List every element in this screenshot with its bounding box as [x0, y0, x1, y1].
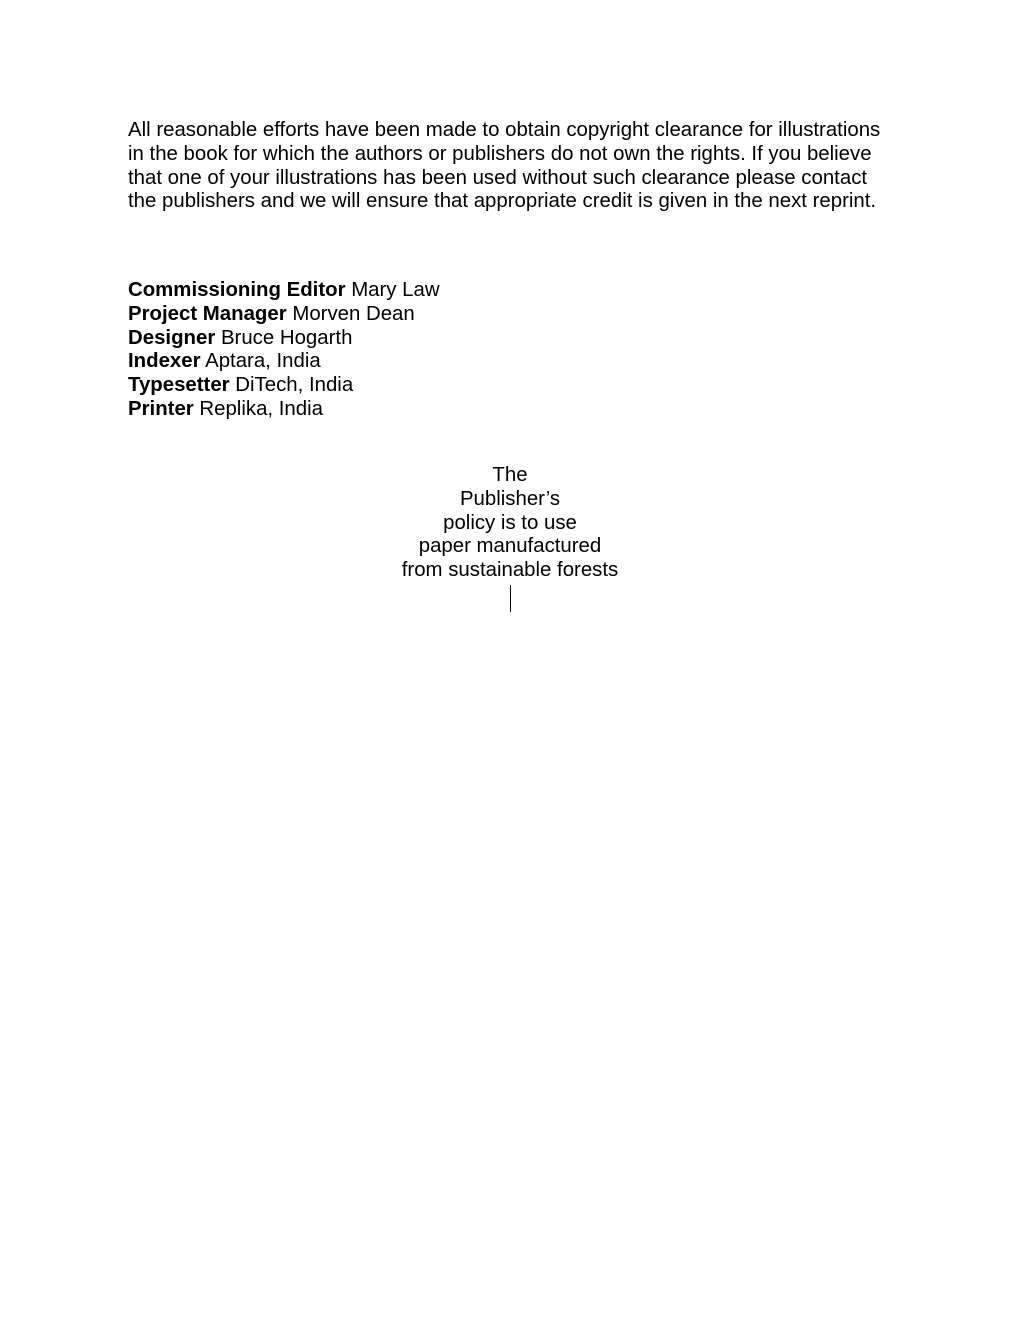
policy-tree-trunk-mark — [510, 585, 511, 612]
credit-role: Commissioning Editor — [128, 279, 346, 301]
credit-indexer — [128, 350, 440, 374]
credit-commissioning-editor — [128, 279, 440, 303]
credit-name: Aptara, India — [205, 350, 321, 373]
credit-role: Indexer — [128, 350, 201, 373]
credit-project-manager — [128, 303, 440, 327]
policy-line: from sustainable forests — [401, 559, 619, 582]
credit-role: Typesetter — [128, 374, 230, 397]
policy-line: policy is to use — [443, 511, 577, 534]
credit-name: Bruce Hogarth — [220, 326, 353, 349]
policy-line: The — [492, 464, 528, 486]
copyright-notice: All reasonable efforts have been made to obtain copyright clearance for illustrations in the book for which the authors or publishers do not own the rights. If you believe that one of your illustrations has been used without such clearance please contact the publishers and we will ensure that appropriate credit is given in the next reprint. — [128, 119, 881, 213]
credit-role: Designer — [128, 326, 216, 349]
credit-designer — [128, 327, 440, 351]
credit-name: Replika, India — [199, 397, 323, 420]
credit-typesetter — [128, 374, 440, 398]
credit-name: Mary Law — [351, 279, 440, 301]
production-credits — [128, 279, 440, 422]
paper-policy-statement — [360, 464, 660, 583]
policy-line: Publisher’s — [459, 487, 561, 510]
credit-name: DiTech, India — [235, 374, 354, 397]
policy-line: paper manufactured — [418, 535, 602, 558]
credit-role: Project Manager — [128, 302, 287, 325]
credit-name: Morven Dean — [292, 302, 415, 325]
credit-role: Printer — [128, 397, 194, 420]
credit-printer — [128, 398, 440, 422]
